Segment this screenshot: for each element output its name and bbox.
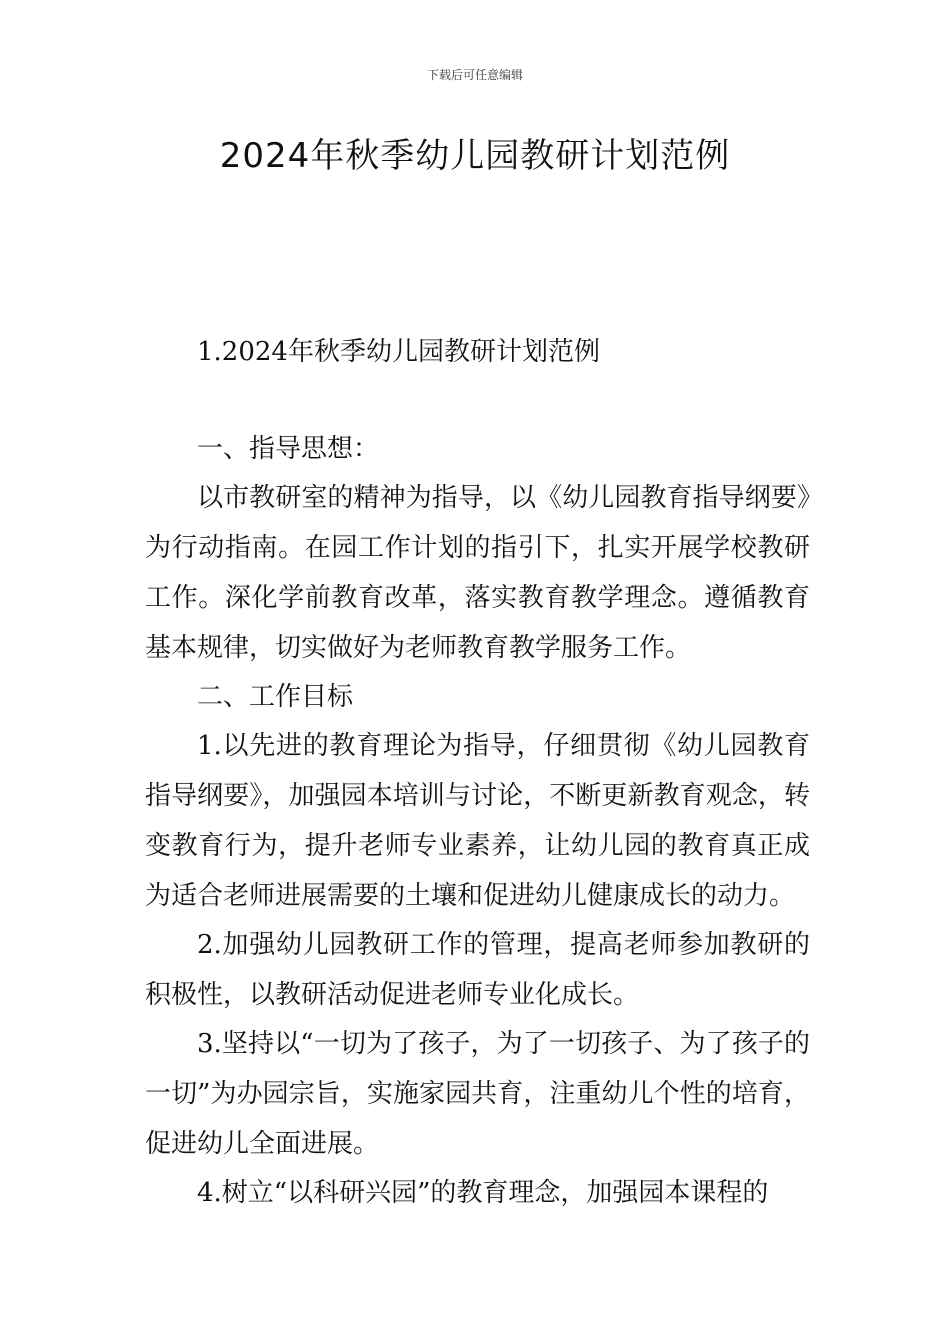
goal-item-2: 2.加强幼儿园教研工作的管理，提高老师参加教研的积极性，以教研活动促进老师专业化成长。 [145,930,810,1010]
section-1-heading: 一、指导思想： [197,434,380,464]
document-title: 2024年秋季幼儿园教研计划范例 [219,136,731,176]
goal-item-4: 4.树立“以科研兴园”的教育理念，加强园本课程的 [197,1178,769,1208]
goal-item-3: 3.坚持以“一切为了孩子，为了一切孩子、为了孩子的一切”为办园宗旨，实施家园共育，注重幼儿个性的培育，促进幼儿全面进展。 [145,1029,810,1159]
section-1-paragraph: 以市教研室的精神为指导，以《幼儿园教育指导纲要》为行动指南。在园工作计划的指引下，扎实开展学校教研工作。深化学前教育改革，落实教育教学理念。遵循教育基本规律，切实做好为老师教育教学服务工作。 [145,483,810,663]
goal-item-1: 1.以先进的教育理论为指导，仔细贯彻《幼儿园教育指导纲要》，加强园本培训与讨论，不断更新教育观念，转变教育行为，提升老师专业素养，让幼儿园的教育真正成为适合老师进展需要的土壤和促进幼儿健康成长的动力。 [145,731,810,911]
section-2-heading: 二、工作目标 [197,682,354,712]
header-note: 下载后可任意编辑 [426,68,523,82]
subtitle: 1.2024年秋季幼儿园教研计划范例 [197,337,600,367]
